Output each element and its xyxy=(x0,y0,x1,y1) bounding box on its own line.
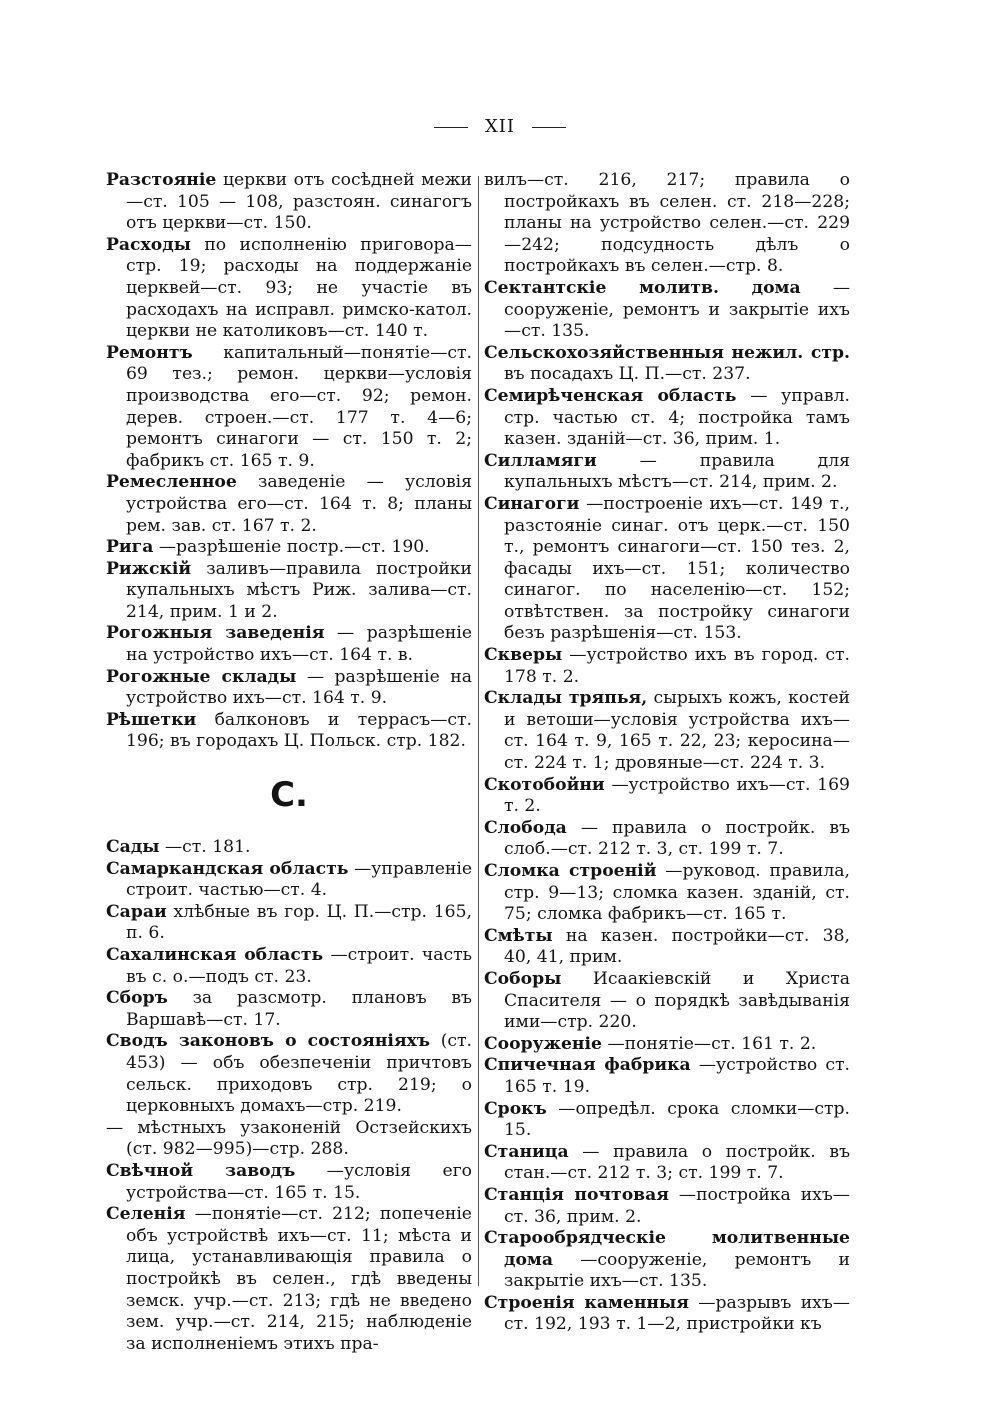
index-entry xyxy=(484,1055,850,1098)
index-entry xyxy=(484,278,850,343)
entry-headword: Сводъ законовъ о состояніяхъ xyxy=(106,1031,431,1052)
entry-headword: Сахалинская область xyxy=(106,945,324,965)
index-entry xyxy=(484,1142,850,1185)
entry-text: (ст. 453) — объ обезпеченіи причтовъ сельск. приходовъ стр. 219; о церковныхъ домахъ—стр. 219. xyxy=(126,1031,472,1117)
entry-headword: Ремесленное xyxy=(106,472,237,493)
entry-headword: Строенія каменныя xyxy=(484,1292,689,1313)
entry-text: —понятіе—ст. 161 т. 2. xyxy=(607,1033,817,1054)
entry-headword: Сборъ xyxy=(106,988,168,1009)
entry-text: —сооруженіе, ремонтъ и закрытіе ихъ—ст. 135. xyxy=(504,1249,850,1292)
index-entry xyxy=(106,343,472,473)
entry-headword: Сооруженіе xyxy=(484,1033,602,1054)
right-column xyxy=(484,170,850,1336)
entry-text: заведеніе — условія устройства его—ст. 164 т. 8; планы рем. зав. ст. 167 т. 2. xyxy=(126,472,473,536)
index-entry xyxy=(484,926,850,969)
entry-headword: Рижскій xyxy=(106,558,192,579)
entry-headword: Соборы xyxy=(484,968,562,989)
entry-headword: Рогожные склады xyxy=(106,666,297,687)
entry-headword: Спичечная фабрика xyxy=(484,1055,691,1076)
entry-headword: Сектантскіе молитв. дома xyxy=(484,277,801,298)
index-entry xyxy=(484,1185,850,1228)
entry-text: —сооруженіе, ремонтъ и закрытіе ихъ—ст. 135. xyxy=(504,277,850,342)
entry-text: —понятіе—ст. 212; попеченіе объ устройствѣ ихъ—ст. 11; мѣста и лица, устанавливающія правила о постройкѣ въ селен., гдѣ введены земск. учр.—ст. 213; гдѣ не введено зем. учр.—ст. 214, 215; наблюденіе за исполненіемъ этихъ пра- xyxy=(126,1204,472,1354)
index-entry xyxy=(484,775,850,818)
index-entry xyxy=(484,861,850,926)
entry-text: сырыхъ кожъ, костей и ветоши—условія устройства ихъ—ст. 164 т. 9, 165 т. 22, 23; керосина—ст. 224 т. 1; дровяные—ст. 224 т. 3. xyxy=(504,688,850,774)
index-entry xyxy=(106,945,472,988)
index-entry xyxy=(484,969,850,1034)
index-entry xyxy=(106,623,472,666)
index-entry xyxy=(106,667,472,710)
entry-headword: Самаркандская область xyxy=(106,858,349,879)
entry-text: —постройка ихъ—ст. 36, прим. 2. xyxy=(504,1184,850,1227)
entry-text: — разрѣшеніе на устройство ихъ—ст. 164 т. 9. xyxy=(126,666,472,709)
entry-headword: Срокъ xyxy=(484,1098,547,1119)
entry-headword: Синагоги xyxy=(484,493,580,514)
entry-headword: Свѣчной заводъ xyxy=(106,1160,296,1181)
entry-text: —разрѣшеніе постр.—ст. 190. xyxy=(158,537,430,558)
entry-text: —устройство ихъ—ст. 169 т. 2. xyxy=(504,774,850,817)
page-header xyxy=(0,116,1000,137)
entry-text: балконовъ и террасъ—ст. 196; въ городахъ Ц. Польск. стр. 182. xyxy=(126,709,472,752)
index-entry xyxy=(106,1118,472,1161)
entry-headword: Рѣшетки xyxy=(106,709,197,730)
entry-headword: Слобода xyxy=(484,817,567,838)
entry-text: —построеніе ихъ—ст. 149 т., разстояніе синаг. отъ церк.—ст. 150 т., ремонтъ синагоги—ст. 150 тез. 2, фасады ихъ—ст. 151; количество синагог. по населенію—ст. 152; отвѣтствен. за постройку синагоги безъ разрѣшенія—ст. 153. xyxy=(504,493,850,644)
index-entry xyxy=(106,837,472,859)
index-entry xyxy=(106,559,472,624)
index-entry xyxy=(484,688,850,774)
entry-text: Исаакіевскій и Христа Спасителя — о порядкѣ завѣдыванія ими—стр. 220. xyxy=(504,968,850,1033)
entry-text: заливъ—правила постройки купальныхъ мѣстъ Риж. залива—ст. 214, прим. 1 и 2. xyxy=(126,558,473,622)
index-entry xyxy=(106,1031,472,1117)
header-dash-left xyxy=(434,127,468,128)
section-letter-heading: С. xyxy=(270,775,308,816)
entry-text: —условія его устройства—ст. 165 т. 15. xyxy=(126,1160,472,1203)
entry-text: —разрывъ ихъ—ст. 192, 193 т. 1—2, пристройки къ xyxy=(504,1292,850,1335)
page-number: XII xyxy=(484,116,516,137)
continuation-text: вилъ—ст. 216, 217; правила о постройкахъ въ селен. ст. 218—228; планы на устройство селен.—ст. 229—242; подсудность дѣлъ о постройкахъ въ селен.—стр. 8. xyxy=(484,170,850,277)
entry-headword: Станица xyxy=(484,1141,569,1162)
entry-text: капитальный—понятіе—ст. 69 тез.; ремон. церкви—условія производства его—ст. 92; ремон. дерев. строен.—ст. 177 т. 4—6; ремонтъ синагоги — ст. 150 т. 2; фабрикъ ст. 165 т. 9. xyxy=(126,342,472,471)
entry-headword: Рига xyxy=(106,537,154,558)
index-entry xyxy=(484,1228,850,1293)
entry-headword: Ремонтъ xyxy=(106,342,193,363)
entry-headword: Семирѣченская область xyxy=(484,385,737,406)
entry-headword: Старообрядческіе молитвенные дома xyxy=(484,1228,850,1270)
entry-text: хлѣбные въ гор. Ц. П.—стр. 165, п. 6. xyxy=(126,901,473,944)
index-entry xyxy=(106,902,472,945)
entry-headword: Сельскохозяйственныя нежил. стр. xyxy=(484,342,850,363)
index-entry xyxy=(484,343,850,386)
left-entries-b xyxy=(106,837,472,1355)
index-entry xyxy=(484,1293,850,1336)
continuation-entry xyxy=(484,170,850,278)
left-column xyxy=(106,170,472,1355)
entry-headword: Сломка строеній xyxy=(484,861,657,881)
entry-headword: Селенія xyxy=(106,1204,186,1225)
entry-text: по исполненію приговора—стр. 19; расходы на поддержаніе церквей—ст. 93; не участіе въ расходахъ на исправл. римско-катол. церкви не католиковъ—ст. 140 т. xyxy=(126,234,472,342)
left-entries-a xyxy=(106,170,472,753)
right-entries xyxy=(484,278,850,1336)
entry-text: —управленіе строит. частью—ст. 4. xyxy=(126,858,472,901)
entry-text: — правила о постройк. въ слоб.—ст. 212 т. 3, ст. 199 т. 7. xyxy=(504,817,851,860)
index-entry xyxy=(484,451,850,494)
index-entry xyxy=(106,1204,472,1355)
entry-text: въ посадахъ Ц. П.—ст. 237. xyxy=(504,364,751,385)
entry-headword: Силламяги xyxy=(484,450,597,471)
entry-headword: Сады xyxy=(106,837,160,858)
entry-text: — мѣстныхъ узаконеній Остзейскихъ (ст. 982—995)—стр. 288. xyxy=(106,1117,472,1160)
entry-text: —ст. 181. xyxy=(164,837,251,858)
entry-headword: Скотобойни xyxy=(484,774,605,795)
entry-headword: Скверы xyxy=(484,645,563,666)
entry-text: —руковод. правила, стр. 9—13; сломка казен. зданій, ст. 75; сломка фабрикъ—ст. 165 т. xyxy=(504,861,850,925)
entry-headword: Станція почтовая xyxy=(484,1184,669,1205)
entry-headword: Сараи xyxy=(106,901,167,922)
index-entry xyxy=(106,537,472,559)
index-entry xyxy=(106,1161,472,1204)
entry-text: церкви отъ сосѣдней межи—ст. 105 — 108, разстоян. синагогъ отъ церкви—ст. 150. xyxy=(126,170,472,234)
entry-text: — правила о постройк. въ стан.—ст. 212 т. 3; ст. 199 т. 7. xyxy=(504,1141,850,1184)
entry-text: — разрѣшеніе на устройство ихъ—ст. 164 т. в. xyxy=(126,623,472,666)
entry-text: за разсмотр. плановъ въ Варшавѣ—ст. 17. xyxy=(126,988,472,1030)
entry-headword: Разстояніе xyxy=(106,170,217,190)
index-entry xyxy=(106,235,472,343)
index-entry xyxy=(106,859,472,902)
index-entry xyxy=(484,1034,850,1056)
header-dash-right xyxy=(532,127,566,128)
index-entry xyxy=(106,170,472,235)
entry-headword: Склады тряпья, xyxy=(484,688,648,709)
entry-text: —устройство ст. 165 т. 19. xyxy=(504,1055,851,1097)
entry-text: — управл. стр. частью ст. 4; постройка тамъ казен. зданій—ст. 36, прим. 1. xyxy=(504,385,850,450)
entry-text: —устройство ихъ въ город. ст. 178 т. 2. xyxy=(504,645,851,687)
index-entry xyxy=(106,472,472,537)
column-divider xyxy=(478,176,479,1286)
entry-text: —опредѣл. срока сломки—стр. 15. xyxy=(504,1098,850,1141)
entry-headword: Смѣты xyxy=(484,925,553,946)
entry-text: — правила для купальныхъ мѣстъ—ст. 214, прим. 2. xyxy=(504,450,850,493)
entry-headword: Рогожныя заведенія xyxy=(106,623,325,644)
index-entry xyxy=(484,645,850,688)
entry-text: —строит. часть въ с. о.—подъ ст. 23. xyxy=(126,945,472,987)
entry-text: на казен. постройки—ст. 38, 40, 41, прим. xyxy=(504,925,851,968)
index-entry xyxy=(106,988,472,1031)
index-entry xyxy=(484,1099,850,1142)
index-entry xyxy=(484,386,850,451)
entry-headword: Расходы xyxy=(106,234,191,255)
index-entry xyxy=(106,710,472,753)
index-entry xyxy=(484,494,850,645)
index-entry xyxy=(484,818,850,861)
